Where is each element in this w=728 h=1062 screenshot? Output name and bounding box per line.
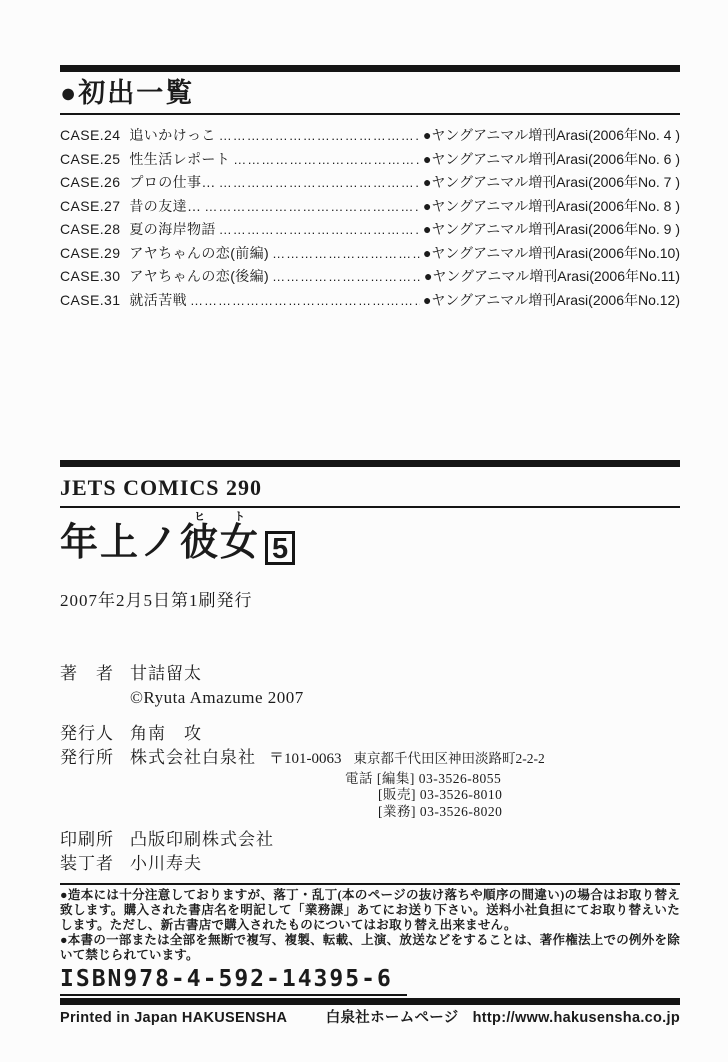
ruby-text: ト: [220, 511, 261, 523]
magazine-source: ●ヤングアニマル増刊Arasi(2006年No.12): [422, 291, 680, 308]
dot-leader: [272, 242, 420, 266]
notice-top-rule: [60, 883, 680, 885]
book-title: [60, 510, 680, 564]
case-number: CASE.24: [60, 127, 121, 143]
phone-block: [345, 771, 680, 820]
print-date: 2007年2月5日第1刷発行: [60, 590, 253, 610]
publisher-label: 発行所: [60, 747, 114, 767]
case-number: CASE.27: [60, 197, 121, 214]
case-number: CASE.28: [60, 221, 121, 237]
homepage-url: http://www.hakusensha.co.jp: [472, 1009, 680, 1026]
episode-title: アヤちゃんの恋(後編): [129, 268, 270, 284]
phone-dept: [編集]: [376, 770, 415, 786]
ruby-text: ヒ: [180, 511, 221, 523]
imprint-label: JETS COMICS 290: [60, 475, 263, 500]
book-title-ruby-1: [180, 511, 221, 564]
magazine-source: ●ヤングアニマル増刊Arasi(2006年No. 8 ): [422, 197, 680, 214]
blank-gap: [60, 312, 680, 460]
volume-badge: 5: [265, 531, 295, 565]
phone-dept: [業務]: [378, 803, 416, 819]
dot-leader: [219, 171, 420, 195]
ruby-base: 女: [220, 522, 261, 564]
case-number: CASE.30: [60, 268, 121, 284]
case-number: CASE.29: [60, 244, 121, 261]
imprint-underline: [60, 506, 680, 508]
first-publication-heading: ●初出一覧: [60, 78, 195, 108]
phone-dept: [販売]: [378, 787, 416, 803]
top-rule: [60, 65, 680, 72]
publication-entry: [60, 124, 680, 148]
episode-title: 昔の友達…: [129, 197, 202, 214]
imprint-top-rule: [60, 460, 680, 467]
heading-underline: [60, 113, 680, 115]
designer-row: [60, 852, 680, 876]
phone-label: 電話: [345, 770, 373, 786]
publisher-row: [60, 746, 680, 771]
printer-row: [60, 828, 680, 852]
isbn: ISBN978-4-592-14395-6: [60, 966, 407, 996]
printed-in-japan: Printed in Japan HAKUSENSHA: [60, 1009, 288, 1026]
publication-entry: [60, 289, 680, 313]
book-title-ruby-2: [220, 511, 261, 564]
publisher-name: 株式会社白泉社: [130, 747, 256, 767]
dot-leader: [233, 148, 420, 172]
first-publication-list: [60, 124, 680, 312]
publication-entry: [60, 218, 680, 242]
phone-line-editorial: [345, 771, 680, 787]
publication-entry: [60, 171, 680, 195]
magazine-source: ●ヤングアニマル増刊Arasi(2006年No. 7 ): [422, 174, 680, 190]
dot-leader: [190, 289, 420, 313]
magazine-source: ●ヤングアニマル増刊Arasi(2006年No.11): [423, 268, 680, 284]
phone-number: 03-3526-8055: [418, 770, 502, 786]
designer-label: 装丁者: [60, 854, 114, 874]
publisher-person-row: [60, 722, 680, 746]
episode-title: 夏の海岸物語: [129, 221, 216, 237]
magazine-source: ●ヤングアニマル増刊Arasi(2006年No. 6 ): [422, 150, 680, 167]
case-number: CASE.31: [60, 291, 121, 308]
episode-title: アヤちゃんの恋(前編): [129, 244, 270, 261]
episode-title: 性生活レポート: [129, 150, 231, 167]
copyright-notice: ©Ryuta Amazume 2007: [130, 687, 304, 707]
publisher-person-name: 角南 攻: [130, 723, 202, 743]
dot-leader: [219, 124, 420, 148]
notice-paragraph-2: ●本書の一部または全部を無断で複写、複製、転載、上演、放送などをすることは、著作権法上での例外を除いて禁じられています。: [60, 932, 680, 962]
author-row: [60, 662, 680, 686]
homepage-label: 白泉社ホームページ: [325, 1009, 459, 1026]
phone-number: 03-3526-8020: [419, 803, 503, 819]
case-number: CASE.25: [60, 150, 121, 167]
notice-paragraph-1: ●造本には十分注意しておりますが、落丁・乱丁(本のページの抜け落ちや順序の間違い)の場合はお取り替え致します。購入された書店名を明記して「業務課」あてにお送り下さい。送料小社負担にてお取り替えいたします。ただし、新古書店で購入されたものについてはお取り替え出来ません。: [60, 888, 680, 932]
publisher-homepage: [326, 1009, 680, 1028]
episode-title: 就活苦戦: [129, 291, 187, 308]
phone-number: 03-3526-8010: [419, 787, 503, 803]
phone-line-sales: [345, 787, 680, 803]
notices-block: [60, 888, 680, 963]
footer-row: [60, 1009, 680, 1028]
magazine-source: ●ヤングアニマル増刊Arasi(2006年No.10): [422, 244, 680, 261]
publisher-person-label: 発行人: [60, 723, 114, 743]
colophon-block: [60, 662, 680, 876]
dot-leader: [204, 195, 420, 219]
book-title-prefix: 年上ノ: [60, 522, 181, 564]
phone-line-operations: [345, 804, 680, 820]
author-name: 甘詰留太: [130, 663, 202, 683]
case-number: CASE.26: [60, 174, 121, 190]
publisher-address: 東京都千代田区神田淡路町2-2-2: [353, 750, 545, 766]
dot-leader: [219, 218, 420, 242]
magazine-source: ●ヤングアニマル増刊Arasi(2006年No. 9 ): [422, 221, 680, 237]
magazine-source: ●ヤングアニマル増刊Arasi(2006年No. 4 ): [422, 127, 680, 143]
dot-leader: [272, 265, 421, 289]
author-label: 著 者: [60, 663, 114, 683]
printer-name: 凸版印刷株式会社: [130, 830, 274, 850]
episode-title: プロの仕事…: [129, 174, 216, 190]
printer-label: 印刷所: [60, 830, 114, 850]
publication-entry: [60, 148, 680, 172]
episode-title: 追いかけっこ: [129, 127, 216, 143]
publication-entry: [60, 195, 680, 219]
publication-entry: [60, 242, 680, 266]
publication-entry: [60, 265, 680, 289]
postal-code: 〒101-0063: [269, 750, 342, 767]
ruby-base: 彼: [180, 522, 221, 564]
bottom-rule: [60, 998, 680, 1005]
designer-name: 小川寿夫: [130, 854, 202, 874]
